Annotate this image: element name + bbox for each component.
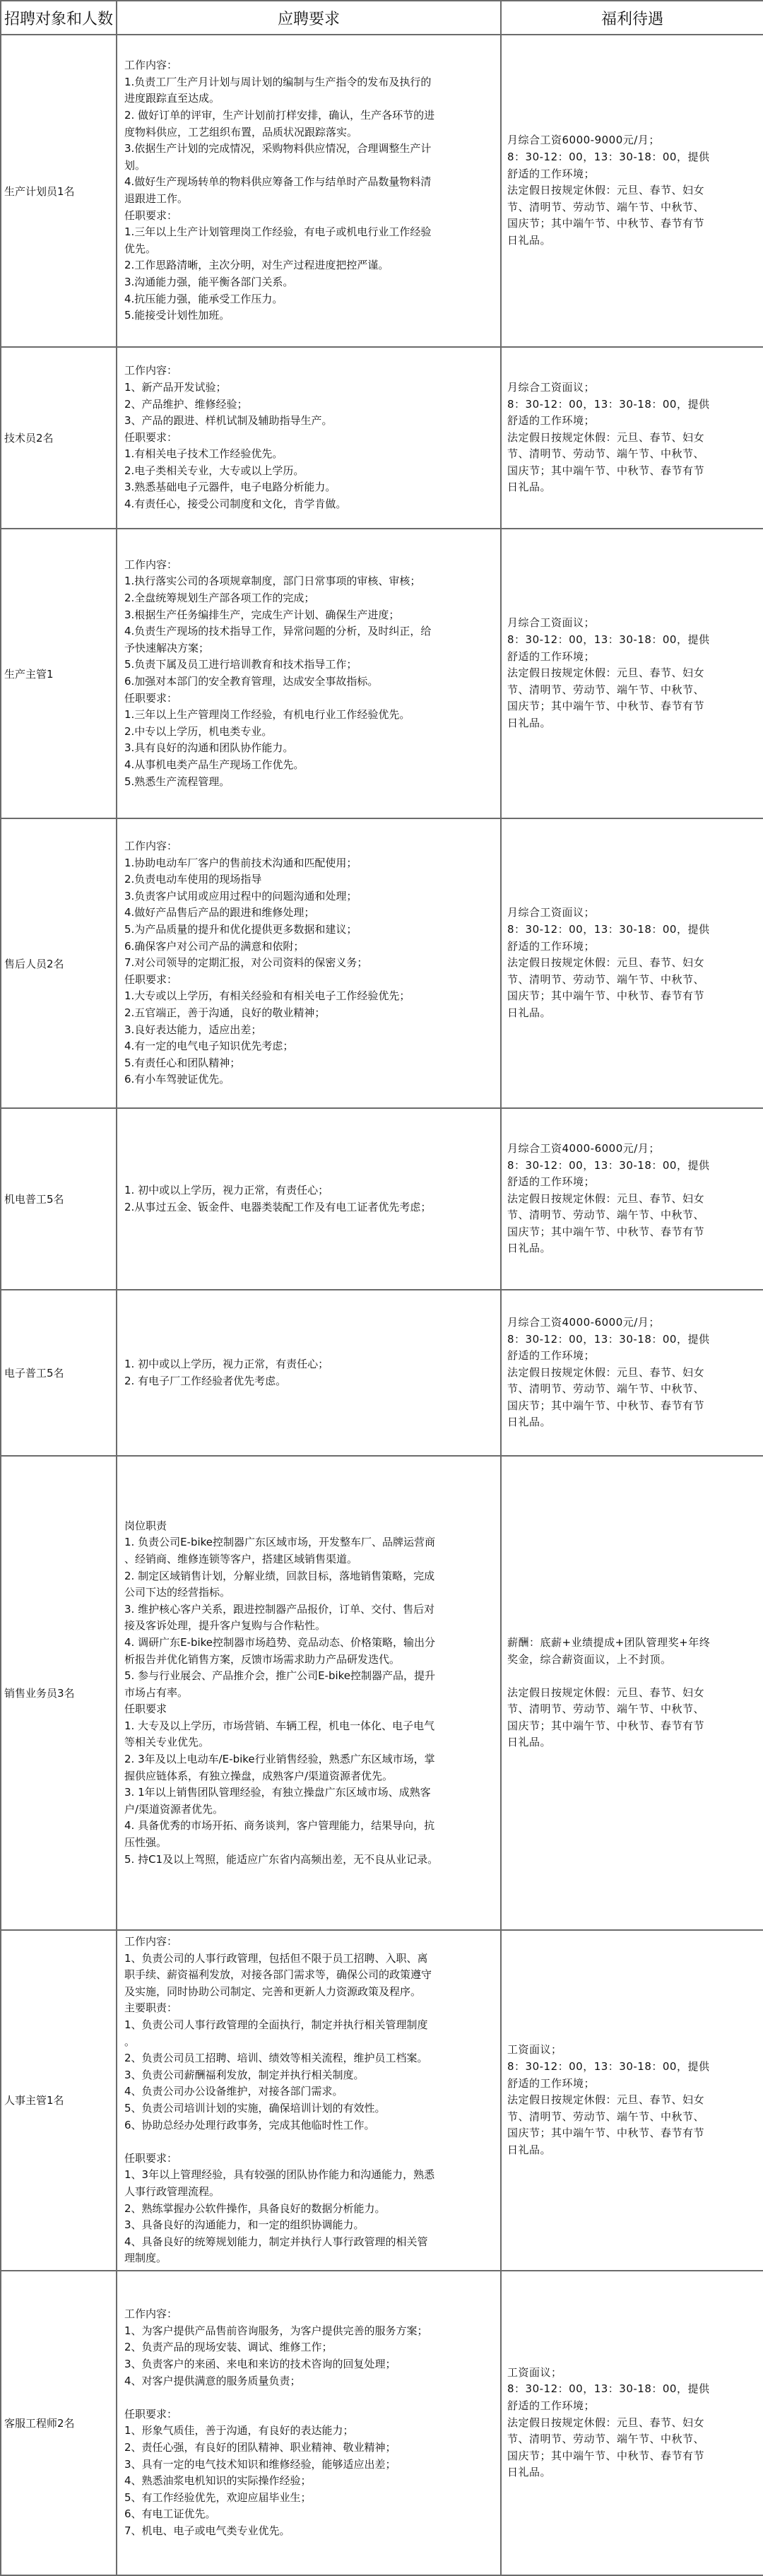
table-body bbox=[1, 35, 763, 2575]
requirement-line: 5. 参与行业展会、产品推介会，推广公司E-bike控制器产品，提升 bbox=[124, 1669, 436, 1683]
requirement-line: 6.有小车驾驶证优先。 bbox=[124, 1073, 230, 1086]
requirement-line: 2.工作思路清晰，主次分明，对生产过程进度把控严谨。 bbox=[124, 259, 389, 272]
requirement-line: 工作内容： bbox=[124, 1935, 178, 1948]
requirement-line: 2.从事过五金、钣金件、电器类装配工作及有电工证者优先考虑； bbox=[124, 1200, 432, 1213]
requirement-line: 工作内容： bbox=[124, 364, 178, 377]
benefits-cell bbox=[501, 529, 763, 818]
requirement-line: 理制度。 bbox=[124, 2252, 167, 2265]
benefit-line: 8：30-12：00，13：30-18：00，提供 bbox=[507, 633, 710, 647]
benefit-line: 国庆节；其中端午节、中秋节、春节有节 bbox=[507, 1225, 705, 1238]
position-cell: 机电普工5名 bbox=[1, 1108, 117, 1290]
requirement-line: 2. 做好订单的评审，生产计划前打样安排，确认，生产各环节的进 bbox=[124, 109, 435, 122]
requirement-line: 3.负责客户试用或应用过程中的问题沟通和处理； bbox=[124, 889, 357, 902]
requirement-line: 5.负责下属及员工进行培训教育和技术指导工作； bbox=[124, 658, 357, 671]
requirement-line: 岗位职责 bbox=[124, 1519, 167, 1532]
benefit-line: 舒适的工作环境； bbox=[507, 414, 596, 428]
benefit-line: 国庆节；其中端午节、中秋节、春节有节 bbox=[507, 217, 705, 230]
benefit-line: 节、清明节、劳动节、端午节、中秋节、 bbox=[507, 683, 705, 696]
table-header-row bbox=[1, 1, 763, 35]
requirement-line: 1、负责公司的人事行政管理，包括但不限于员工招聘、入职、离 bbox=[124, 1951, 428, 1965]
requirement-line: 3. 1年以上销售团队管理经验，有独立操盘广东区域市场、成熟客 bbox=[124, 1786, 431, 1799]
requirements-cell bbox=[117, 1290, 501, 1456]
requirement-line: 6.确保客户对公司产品的满意和依附； bbox=[124, 939, 304, 953]
requirements-cell bbox=[117, 35, 501, 347]
position-cell: 销售业务员3名 bbox=[1, 1456, 117, 1930]
requirement-line: 主要职责： bbox=[124, 2001, 178, 2015]
benefit-line: 舒适的工作环境； bbox=[507, 2076, 596, 2090]
requirement-line: 3.沟通能力强，能平衡各部门关系。 bbox=[124, 275, 294, 288]
benefit-line: 法定假日按规定休假：元旦、春节、妇女 bbox=[507, 430, 705, 444]
requirement-line: 6.加强对本部门的安全教育管理，达成安全事故指标。 bbox=[124, 675, 379, 688]
benefit-line: 舒适的工作环境； bbox=[507, 1349, 596, 1363]
table-row bbox=[1, 2271, 763, 2575]
benefit-line: 日礼品。 bbox=[507, 481, 552, 494]
benefit-line: 日礼品。 bbox=[507, 2466, 552, 2479]
requirement-line: 2、责任心强，有良好的团队精神、职业精神、敬业精神； bbox=[124, 2440, 396, 2454]
requirements-cell bbox=[117, 1456, 501, 1930]
requirement-line: 3、产品的跟进、样机试制及辅助指导生产。 bbox=[124, 414, 333, 428]
benefit-line: 法定假日按规定休假：元旦、春节、妇女 bbox=[507, 956, 705, 970]
requirement-line: 度物料供应，工艺组织布置，品质状况跟踪落实。 bbox=[124, 125, 358, 139]
requirement-line: 3.根据生产任务编排生产，完成生产计划、确保生产进度； bbox=[124, 608, 400, 621]
table-row bbox=[1, 1930, 763, 2271]
requirement-line: 2. 制定区域销售计划，分解业绩，回款目标，落地销售策略，完成 bbox=[124, 1569, 435, 1582]
benefits-cell bbox=[501, 1456, 763, 1930]
benefit-line: 月综合工资6000-9000元/月； bbox=[507, 134, 660, 147]
benefit-line: 8：30-12：00，13：30-18：00，提供 bbox=[507, 2382, 710, 2396]
benefit-line bbox=[507, 1668, 757, 1685]
benefit-line: 国庆节；其中端午节、中秋节、春节有节 bbox=[507, 1719, 705, 1732]
table-row bbox=[1, 35, 763, 347]
benefit-line: 月综合工资4000-6000元/月； bbox=[507, 1315, 660, 1329]
position-cell: 客服工程师2名 bbox=[1, 2271, 117, 2575]
requirement-line: 1.执行落实公司的各项规章制度，部门日常事项的审核、审核； bbox=[124, 575, 421, 588]
benefit-line: 工资面议； bbox=[507, 2043, 562, 2057]
requirement-line: 4.抗压能力强，能承受工作压力。 bbox=[124, 292, 283, 305]
header-position: 招聘对象和人数 bbox=[1, 1, 117, 35]
requirement-line: 3、负责公司薪酬福利发放，制定并执行相关制度。 bbox=[124, 2068, 365, 2081]
requirement-line: 1.大专或以上学历，有相关经验和有相关电子工作经验优先； bbox=[124, 989, 410, 1003]
requirement-line: 1. 负责公司E-bike控制器广东区域市场，开发整车厂、品牌运营商 bbox=[124, 1536, 436, 1549]
benefit-line: 节、清明节、劳动节、端午节、中秋节、 bbox=[507, 447, 705, 461]
requirement-line: 市场占有率。 bbox=[124, 1686, 189, 1699]
requirement-line bbox=[124, 2389, 493, 2406]
requirement-line: 4、具备良好的统筹规划能力，制定并执行人事行政管理的相关管 bbox=[124, 2235, 428, 2248]
benefits-cell bbox=[501, 818, 763, 1108]
benefit-line: 月综合工资面议； bbox=[507, 616, 596, 630]
requirement-line: 优先。 bbox=[124, 242, 157, 255]
requirement-line: 1、负责公司人事行政管理的全面执行，制定并执行相关管理制度 bbox=[124, 2018, 428, 2031]
requirement-line: 2、负责产品的现场安装、调试、维修工作； bbox=[124, 2341, 333, 2354]
requirement-line: 1、为客户提供产品售前咨询服务，为客户提供完善的服务方案； bbox=[124, 2324, 428, 2337]
requirement-line: 任职要求 bbox=[124, 1702, 167, 1716]
benefit-line: 日礼品。 bbox=[507, 2143, 552, 2156]
requirement-line: 。 bbox=[124, 2035, 136, 2048]
benefit-line: 8：30-12：00，13：30-18：00，提供 bbox=[507, 397, 710, 411]
position-cell: 售后人员2名 bbox=[1, 818, 117, 1108]
benefit-line: 国庆节；其中端午节、中秋节、春节有节 bbox=[507, 989, 705, 1003]
requirement-line: 1、形象气质佳，善于沟通，有良好的表达能力； bbox=[124, 2424, 354, 2437]
requirement-line: 2.负责电动车使用的现场指导 bbox=[124, 873, 262, 886]
requirement-line: 5、负责公司培训计划的实施，确保培训计划的有效性。 bbox=[124, 2101, 386, 2115]
requirement-line: 3.具有良好的沟通和团队协作能力。 bbox=[124, 741, 294, 755]
benefits-cell bbox=[501, 1290, 763, 1456]
requirement-line: 划。 bbox=[124, 158, 146, 172]
requirement-line: 2.五官端正，善于沟通，良好的敬业精神； bbox=[124, 1006, 326, 1019]
requirement-line: 户/渠道资源者优先。 bbox=[124, 1802, 224, 1816]
requirement-line: 压性强。 bbox=[124, 1836, 167, 1849]
requirement-line: 任职要求： bbox=[124, 208, 178, 222]
benefits-cell bbox=[501, 347, 763, 529]
benefits-cell bbox=[501, 1108, 763, 1290]
header-requirements: 应聘要求 bbox=[117, 1, 501, 35]
benefit-line: 法定假日按规定休假：元旦、春节、妇女 bbox=[507, 1686, 705, 1699]
requirement-line: 工作内容： bbox=[124, 59, 178, 72]
requirement-line: 4、对客户提供满意的服务质量负责； bbox=[124, 2374, 301, 2387]
benefit-line: 舒适的工作环境； bbox=[507, 167, 596, 180]
requirement-line: 握供应链体系，有独立操盘，成熟客户/渠道资源者优先。 bbox=[124, 1769, 394, 1782]
requirements-cell bbox=[117, 818, 501, 1108]
requirements-cell bbox=[117, 347, 501, 529]
requirement-line: 退跟进工作。 bbox=[124, 192, 189, 205]
benefit-line: 节、清明节、劳动节、端午节、中秋节、 bbox=[507, 972, 705, 986]
benefits-cell bbox=[501, 2271, 763, 2575]
requirement-line: 任职要求： bbox=[124, 972, 178, 986]
requirement-line: 任职要求： bbox=[124, 430, 178, 444]
position-cell: 技术员2名 bbox=[1, 347, 117, 529]
benefit-line: 8：30-12：00，13：30-18：00，提供 bbox=[507, 2059, 710, 2073]
requirement-line: 析报告并优化销售方案，反馈市场需求助力产品研发迭代。 bbox=[124, 1652, 401, 1666]
requirement-line: 5.为产品质量的提升和优化提供更多数据和建议； bbox=[124, 923, 357, 936]
benefits-cell bbox=[501, 35, 763, 347]
requirement-line: 3.熟悉基础电子元器件，电子电路分析能力。 bbox=[124, 481, 336, 494]
requirement-line: 人事行政管理流程。 bbox=[124, 2184, 220, 2198]
requirement-line: 6、协助总经办处理行政事务，完成其他临时性工作。 bbox=[124, 2118, 375, 2131]
requirement-line: 1. 初中或以上学历，视力正常，有责任心； bbox=[124, 1357, 329, 1370]
benefit-line: 节、清明节、劳动节、端午节、中秋节、 bbox=[507, 1702, 705, 1716]
requirement-line: 1.负责工厂生产月计划与周计划的编制与生产指令的发布及执行的 bbox=[124, 75, 432, 88]
requirement-line: 1. 大专及以上学历，市场营销、车辆工程，机电一体化、电子电气 bbox=[124, 1719, 435, 1732]
table-row bbox=[1, 1456, 763, 1930]
requirement-line: 1.三年以上生产计划管理岗工作经验，有电子或机电行业工作经验 bbox=[124, 225, 432, 239]
position-cell: 人事主管1名 bbox=[1, 1930, 117, 2271]
requirement-line: 1.协助电动车厂客户的售前技术沟通和匹配使用； bbox=[124, 856, 357, 869]
requirement-line: 5.能接受计划性加班。 bbox=[124, 309, 230, 322]
benefit-line: 节、清明节、劳动节、端午节、中秋节、 bbox=[507, 2110, 705, 2123]
benefits-cell bbox=[501, 1930, 763, 2271]
table-row bbox=[1, 347, 763, 529]
benefit-line: 节、清明节、劳动节、端午节、中秋节、 bbox=[507, 1382, 705, 1396]
requirement-line: 3、负责客户的来函、来电和来访的技术咨询的回复处理； bbox=[124, 2358, 396, 2370]
requirement-line: 职手续、薪资福利发放，对接各部门需求等，确保公司的政策遵守 bbox=[124, 1968, 432, 1982]
requirement-line: 3、具有一定的电气技术知识和维修经验，能够适应出差； bbox=[124, 2457, 396, 2471]
requirement-line: 3.依据生产计划的完成情况，采购物料供应情况，合理调整生产计 bbox=[124, 142, 432, 155]
requirement-line: 工作内容： bbox=[124, 840, 178, 853]
requirements-cell bbox=[117, 1108, 501, 1290]
requirement-line: 6、有电工证优先。 bbox=[124, 2507, 216, 2521]
requirement-line: 2. 3年及以上电动车/E-bike行业销售经验，熟悉广东区域市场，掌 bbox=[124, 1753, 435, 1766]
requirement-line: 1.有相关电子技术工作经验优先。 bbox=[124, 447, 283, 461]
benefit-line: 国庆节；其中端午节、中秋节、春节有节 bbox=[507, 464, 705, 477]
requirement-line: 等相关专业优先。 bbox=[124, 1736, 210, 1749]
requirement-line: 7、机电、电子或电气类专业优先。 bbox=[124, 2524, 290, 2537]
benefit-line: 日礼品。 bbox=[507, 1736, 552, 1749]
benefit-line: 舒适的工作环境； bbox=[507, 2399, 596, 2412]
requirement-line: 5. 持C1及以上驾照，能适应广东省内高频出差，无不良从业记录。 bbox=[124, 1852, 439, 1866]
benefit-line: 8：30-12：00，13：30-18：00，提供 bbox=[507, 1332, 710, 1346]
requirement-line: 1、新产品开发试验； bbox=[124, 380, 227, 394]
requirement-line: 4.负责生产现场的技术指导工作，异常问题的分析，及时纠正，给 bbox=[124, 625, 432, 638]
benefit-line: 舒适的工作环境； bbox=[507, 939, 596, 953]
position-cell: 电子普工5名 bbox=[1, 1290, 117, 1456]
benefit-line: 8：30-12：00，13：30-18：00，提供 bbox=[507, 1158, 710, 1172]
benefit-line: 8：30-12：00，13：30-18：00，提供 bbox=[507, 151, 710, 164]
requirement-line: 5、有工作经验优先，欢迎应届毕业生； bbox=[124, 2490, 312, 2504]
table-row bbox=[1, 818, 763, 1108]
benefit-line: 国庆节；其中端午节、中秋节、春节有节 bbox=[507, 2449, 705, 2462]
requirement-line: 公司下达的经营指标。 bbox=[124, 1586, 231, 1599]
benefit-line: 日礼品。 bbox=[507, 1242, 552, 1255]
benefit-line: 月综合工资面议； bbox=[507, 380, 596, 394]
requirement-line: 、经销商、维修连锁等客户，搭建区域销售渠道。 bbox=[124, 1552, 358, 1565]
benefit-line: 节、清明节、劳动节、端午节、中秋节、 bbox=[507, 2433, 705, 2446]
benefit-line: 国庆节；其中端午节、中秋节、春节有节 bbox=[507, 700, 705, 713]
benefit-line: 奖金，综合薪资面议，上不封顶。 bbox=[507, 1652, 672, 1666]
requirement-line: 3、具备良好的沟通能力，和一定的组织协调能力。 bbox=[124, 2218, 365, 2232]
benefit-line: 国庆节；其中端午节、中秋节、春节有节 bbox=[507, 1399, 705, 1412]
requirement-line: 3. 维护核心客户关系，跟进控制器产品报价，订单、交付、售后对 bbox=[124, 1602, 435, 1616]
requirement-line: 4、熟悉油浆电机知识的实际操作经验； bbox=[124, 2474, 312, 2488]
requirement-line: 及实施，同时协助公司制定、完善和更新人力资源政策及程序。 bbox=[124, 1984, 422, 1998]
requirement-line: 1. 初中或以上学历，视力正常，有责任心； bbox=[124, 1183, 329, 1196]
benefit-line: 舒适的工作环境； bbox=[507, 649, 596, 663]
benefit-line: 节、清明节、劳动节、端午节、中秋节、 bbox=[507, 1208, 705, 1222]
benefit-line: 日礼品。 bbox=[507, 1416, 552, 1429]
benefit-line: 法定假日按规定休假：元旦、春节、妇女 bbox=[507, 1365, 705, 1379]
benefit-line: 法定假日按规定休假：元旦、春节、妇女 bbox=[507, 2416, 705, 2429]
requirement-line: 2、产品维护、维修经验； bbox=[124, 397, 248, 411]
benefit-line: 法定假日按规定休假：元旦、春节、妇女 bbox=[507, 666, 705, 680]
requirement-line: 4. 具备优秀的市场开拓、商务谈判，客户管理能力，结果导向，抗 bbox=[124, 1819, 435, 1833]
requirements-cell bbox=[117, 529, 501, 818]
requirement-line: 2、熟练掌握办公软件操作，具备良好的数据分析能力。 bbox=[124, 2201, 386, 2215]
requirement-line: 4.有一定的电气电子知识优先考虑； bbox=[124, 1040, 294, 1053]
benefit-line: 薪酬：底薪+业绩提成+团队管理奖+年终 bbox=[507, 1635, 711, 1649]
benefit-line: 法定假日按规定休假：元旦、春节、妇女 bbox=[507, 1192, 705, 1205]
requirement-line: 工作内容： bbox=[124, 2307, 178, 2321]
requirement-line: 1、3年以上管理经验，具有较强的团队协作能力和沟通能力，熟悉 bbox=[124, 2168, 435, 2182]
benefit-line: 日礼品。 bbox=[507, 1006, 552, 1019]
requirement-line: 4、负责公司办公设备维护，对接各部门需求。 bbox=[124, 2085, 343, 2098]
position-cell: 生产计划员1名 bbox=[1, 35, 117, 347]
table-row bbox=[1, 529, 763, 818]
benefit-line: 节、清明节、劳动节、端午节、中秋节、 bbox=[507, 200, 705, 213]
benefit-line: 舒适的工作环境； bbox=[507, 1175, 596, 1189]
requirement-line: 2.全盘统筹规划生产部各项工作的完成； bbox=[124, 592, 315, 605]
benefit-line: 8：30-12：00，13：30-18：00，提供 bbox=[507, 923, 710, 936]
requirement-line: 1.三年以上生产管理岗工作经验，有机电行业工作经验优先。 bbox=[124, 708, 410, 722]
requirement-line: 4.做好生产现场转单的物料供应筹备工作与结单时产品数量物料清 bbox=[124, 175, 432, 189]
requirement-line: 2、负责公司员工招聘、培训、绩效等相关流程，维护员工档案。 bbox=[124, 2052, 428, 2065]
requirement-line: 任职要求： bbox=[124, 2151, 178, 2165]
position-cell: 生产主管1 bbox=[1, 529, 117, 818]
requirement-line: 任职要求： bbox=[124, 691, 178, 705]
requirement-line: 4.有责任心，接受公司制度和文化，肯学肯做。 bbox=[124, 498, 347, 511]
requirements-cell bbox=[117, 1930, 501, 2271]
benefit-line: 月综合工资4000-6000元/月； bbox=[507, 1141, 660, 1155]
requirement-line: 任职要求： bbox=[124, 2407, 178, 2421]
header-benefits: 福利待遇 bbox=[501, 1, 763, 35]
benefit-line: 法定假日按规定休假：元旦、春节、妇女 bbox=[507, 2093, 705, 2107]
requirement-line: 接及客诉处理，提升客户复购与合作粘性。 bbox=[124, 1619, 326, 1633]
requirement-line: 7.对公司领导的定期汇报，对公司资料的保密义务； bbox=[124, 956, 368, 970]
benefit-line: 法定假日按规定休假：元旦、春节、妇女 bbox=[507, 184, 705, 197]
requirement-line: 2.电子类相关专业，大专或以上学历。 bbox=[124, 464, 304, 477]
requirement-line: 4. 调研广东E-bike控制器市场趋势、竞品动态、价格策略，输出分 bbox=[124, 1635, 436, 1649]
requirement-line: 工作内容： bbox=[124, 558, 178, 571]
benefit-line: 日礼品。 bbox=[507, 233, 552, 247]
requirement-line: 4.做好产品售后产品的跟进和维修处理； bbox=[124, 906, 315, 919]
requirement-line: 2.中专以上学历，机电类专业。 bbox=[124, 724, 273, 738]
requirement-line bbox=[124, 2134, 493, 2151]
benefit-line: 月综合工资面议； bbox=[507, 906, 596, 919]
table-row bbox=[1, 1108, 763, 1290]
requirement-line: 4.从事机电类产品生产现场工作优先。 bbox=[124, 758, 304, 771]
requirement-line: 2. 有电子厂工作经验者优先考虑。 bbox=[124, 1374, 287, 1387]
requirement-line: 予快速解决方案； bbox=[124, 641, 210, 654]
benefit-line: 工资面议； bbox=[507, 2365, 562, 2379]
requirement-line: 5.熟悉生产流程管理。 bbox=[124, 775, 230, 788]
requirement-line: 5.有责任心和团队精神； bbox=[124, 1056, 241, 1069]
table-row bbox=[1, 1290, 763, 1456]
requirements-cell bbox=[117, 2271, 501, 2575]
benefit-line: 国庆节；其中端午节、中秋节、春节有节 bbox=[507, 2127, 705, 2140]
requirement-line: 3.良好表达能力，适应出差； bbox=[124, 1023, 262, 1036]
benefit-line: 日礼品。 bbox=[507, 716, 552, 729]
requirement-line: 进度跟踪直至达成。 bbox=[124, 92, 220, 105]
